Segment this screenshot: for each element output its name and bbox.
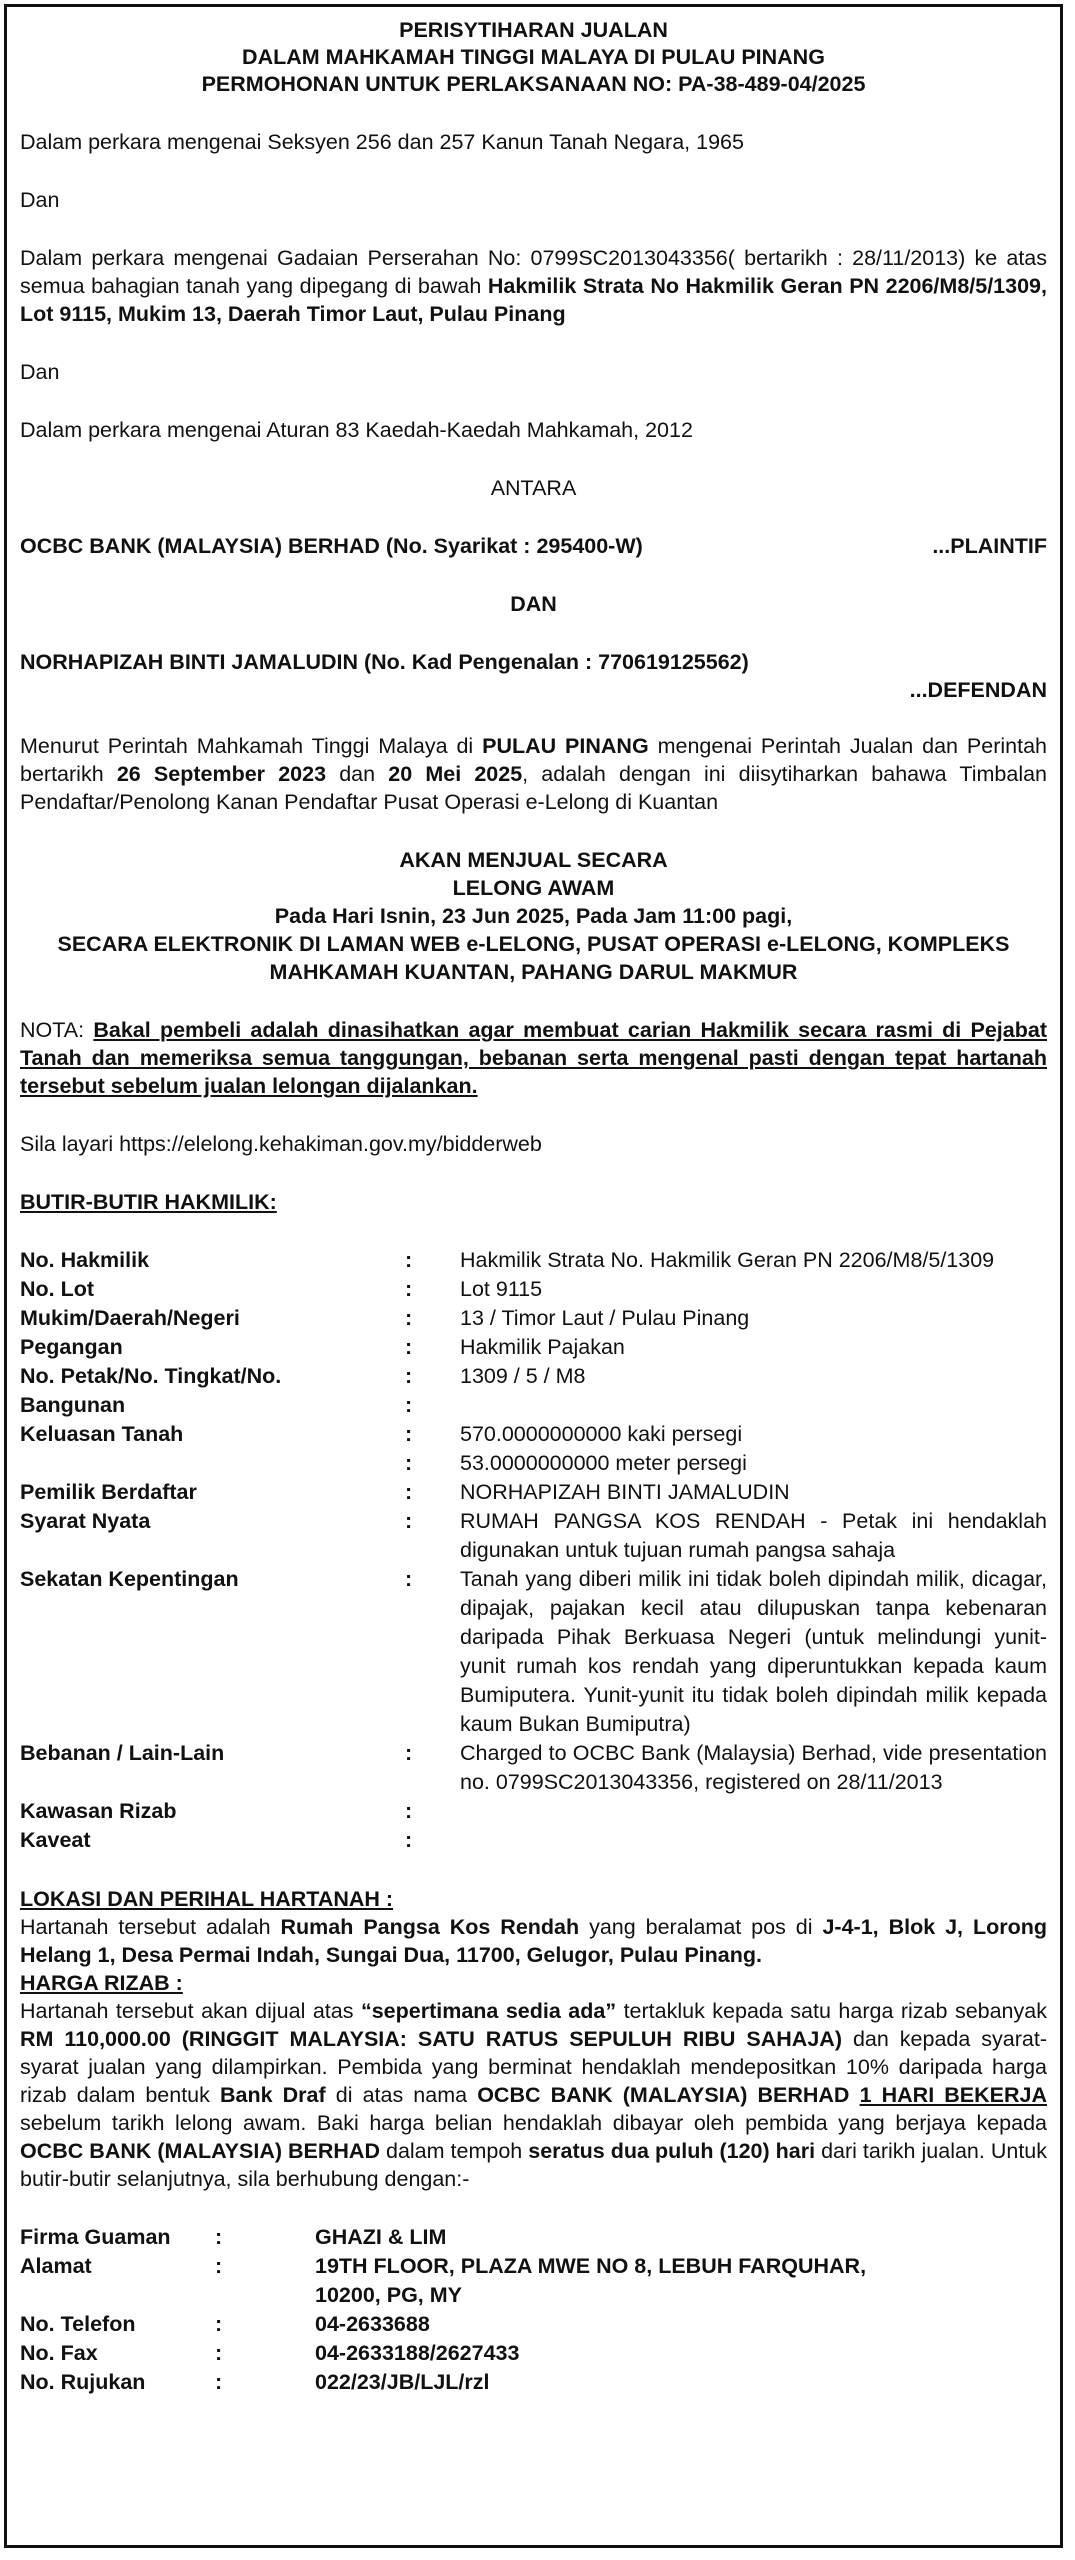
detail-row-keluasan-2: : 53.0000000000 meter persegi (405, 1451, 747, 1475)
detail-row-kawasan: Kawasan Rizab : (20, 1799, 413, 1823)
auction-venue-1: SECARA ELEKTRONIK DI LAMAN WEB e-LELONG, PUSAT OPERASI e-LELONG, KOMPLEKS (57, 932, 1010, 956)
sale-proclamation-notice (4, 4, 1063, 2548)
plaintiff-name: OCBC BANK (MALAYSIA) BERHAD (No. Syarikat : 295400-W) (20, 534, 643, 558)
defendant-name: NORHAPIZAH BINTI JAMALUDIN (No. Kad Pengenalan : 770619125562) (20, 650, 749, 674)
detail-row-bangunan: Bangunan : (20, 1393, 413, 1417)
contact-row-alamat: Alamat : 19TH FLOOR, PLAZA MWE NO 8, LEBUH FARQUHAR, (20, 2254, 867, 2278)
dan-divider: DAN (510, 592, 557, 616)
auction-date-time: Pada Hari Isnin, 23 Jun 2025, Pada Jam 11:00 pagi, (274, 904, 793, 928)
contact-row-rujukan: No. Rujukan : 022/23/JB/LJL/rzl (20, 2370, 490, 2394)
detail-row-sekatan: Sekatan Kepentingan : Tanah yang diberi milik ini tidak boleh dipindah milik, dicagar, dipajak, pajakan kecil atau dilupuskan tanpa kebenaran daripada Pihak Berkuasa Negeri (untuk melindungi yunit-yunit rumah kos rendah yang diperuntukkan kepada kaum Bumiputera. Yunit-yunit itu tidak boleh dipindah milik kepada kaum Bukan Bumiputra) (20, 1567, 1047, 1736)
detail-row-pegangan: Pegangan : Hakmilik Pajakan (20, 1335, 625, 1359)
detail-row-kaveat: Kaveat : (20, 1828, 413, 1852)
antara-label: ANTARA (490, 476, 577, 500)
nota-text: Bakal pembeli adalah dinasihatkan agar membuat carian Hakmilik secara rasmi di Pejabat Tanah dan memeriksa semua tanggungan, bebanan serta mengenal pasti dengan tepat hartanah tersebut sebelum jualan lelongan dijalankan. (20, 1018, 1047, 1098)
detail-row-keluasan: Keluasan Tanah : 570.0000000000 kaki persegi (20, 1422, 743, 1446)
nota-label: NOTA: (20, 1018, 94, 1042)
detail-row-mukim: Mukim/Daerah/Negeri : 13 / Timor Laut / Pulau Pinang (20, 1306, 750, 1330)
plaintiff-role: ...PLAINTIF (932, 534, 1047, 558)
conjunction-dan-1: Dan (20, 188, 60, 212)
matter-court-rules: Dalam perkara mengenai Aturan 83 Kaedah-Kaedah Mahkamah, 2012 (20, 418, 693, 442)
contact-row-telefon: No. Telefon : 04-2633688 (20, 2312, 430, 2336)
matter-charge: Dalam perkara mengenai Gadaian Perserahan No: 0799SC2013043356( bertarikh : 28/11/2013) ke atas semua bahagian tanah yang dipegang di bawah Hakmilik Strata No Hakmilik Geran PN 2206/M8/5/1309, Lot 9115, Mukim 13, Daerah Timor Laut, Pulau Pinang (20, 246, 1047, 326)
matter-national-land-code: Dalam perkara mengenai Seksyen 256 dan 257 Kanun Tanah Negara, 1965 (20, 130, 744, 154)
contact-row-firma: Firma Guaman : GHAZI & LIM (20, 2225, 447, 2249)
application-number: PERMOHONAN UNTUK PERLAKSANAAN NO: PA-38-489-04/2025 (201, 72, 866, 96)
website-line: Sila layari https://elelong.kehakiman.gov.my/bidderweb (20, 1132, 542, 1156)
detail-row-bebanan: Bebanan / Lain-Lain : Charged to OCBC Bank (Malaysia) Berhad, vide presentation no. 0799SC2013043356, registered on 28/11/2013 (20, 1741, 1047, 1794)
auction-announcement (20, 846, 1047, 986)
court-name: DALAM MAHKAMAH TINGGI MALAYA DI PULAU PINANG (242, 45, 825, 69)
detail-row-lot: No. Lot : Lot 9115 (20, 1277, 543, 1301)
auction-line-1: AKAN MENJUAL SECARA (399, 848, 668, 872)
details-title: BUTIR-BUTIR HAKMILIK: (20, 1190, 277, 1214)
notice-title: PERISYTIHARAN JUALAN (399, 18, 668, 42)
contact-table (20, 2223, 866, 2397)
contact-row-fax: No. Fax : 04-2633188/2627433 (20, 2341, 520, 2365)
nota-paragraph (20, 1016, 1047, 1100)
plaintiff-row (20, 532, 1047, 560)
auction-line-2: LELONG AWAM (452, 876, 615, 900)
lokasi-title: LOKASI DAN PERIHAL HARTANAH : (20, 1887, 394, 1911)
detail-row-hakmilik: No. Hakmilik : Hakmilik Strata No. Hakmilik Geran PN 2206/M8/5/1309 (20, 1248, 995, 1272)
rizab-title: HARGA RIZAB : (20, 1971, 183, 1995)
detail-row-syarat: Syarat Nyata : RUMAH PANGSA KOS RENDAH - Petak ini hendaklah digunakan untuk tujuan rumah pangsa sahaja (20, 1509, 1047, 1562)
detail-row-pemilik: Pemilik Berdaftar : NORHAPIZAH BINTI JAMALUDIN (20, 1480, 790, 1504)
rizab-paragraph: Hartanah tersebut akan dijual atas “sepertimana sedia ada” tertakluk kepada satu harga rizab sebanyak RM 110,000.00 (RINGGIT MALAYSIA: SATU RATUS SEPULUH RIBU SAHAJA) dan kepada syarat-syarat jualan yang dilampirkan. Pembida yang berminat hendaklah mendepositkan 10% daripada harga rizab dalam bentuk Bank Draf di atas nama OCBC BANK (MALAYSIA) BERHAD 1 HARI BEKERJA sebelum tarikh lelong awam. Baki harga belian hendaklah dibayar oleh pembida yang berjaya kepada OCBC BANK (MALAYSIA) BERHAD dalam tempoh seratus dua puluh (120) hari dari tarikh jualan. Untuk butir-butir selanjutnya, sila berhubung dengan:- (20, 1999, 1048, 2191)
detail-row-petak: No. Petak/No. Tingkat/No. : 1309 / 5 / M8 (20, 1364, 586, 1388)
lokasi-paragraph: Hartanah tersebut adalah Rumah Pangsa Kos Rendah yang beralamat pos di J-4-1, Blok J, Lorong Helang 1, Desa Permai Indah, Sungai Dua, 11700, Gelugor, Pulau Pinang. (20, 1915, 1047, 1967)
conjunction-dan-2: Dan (20, 360, 60, 384)
notice-header (20, 17, 1047, 98)
defendant-role: ...DEFENDAN (909, 678, 1047, 702)
contact-row-alamat-2: 10200, PG, MY (315, 2283, 462, 2307)
title-details-table (20, 1246, 1047, 1855)
court-order-paragraph: Menurut Perintah Mahkamah Tinggi Malaya di PULAU PINANG mengenai Perintah Jualan dan Perintah bertarikh 26 September 2023 dan 20 Mei 2025, adalah dengan ini diisytiharkan bahawa Timbalan Pendaftar/Penolong Kanan Pendaftar Pusat Operasi e-Lelong di Kuantan (20, 734, 1048, 814)
auction-venue-2: MAHKAMAH KUANTAN, PAHANG DARUL MAKMUR (269, 960, 798, 984)
